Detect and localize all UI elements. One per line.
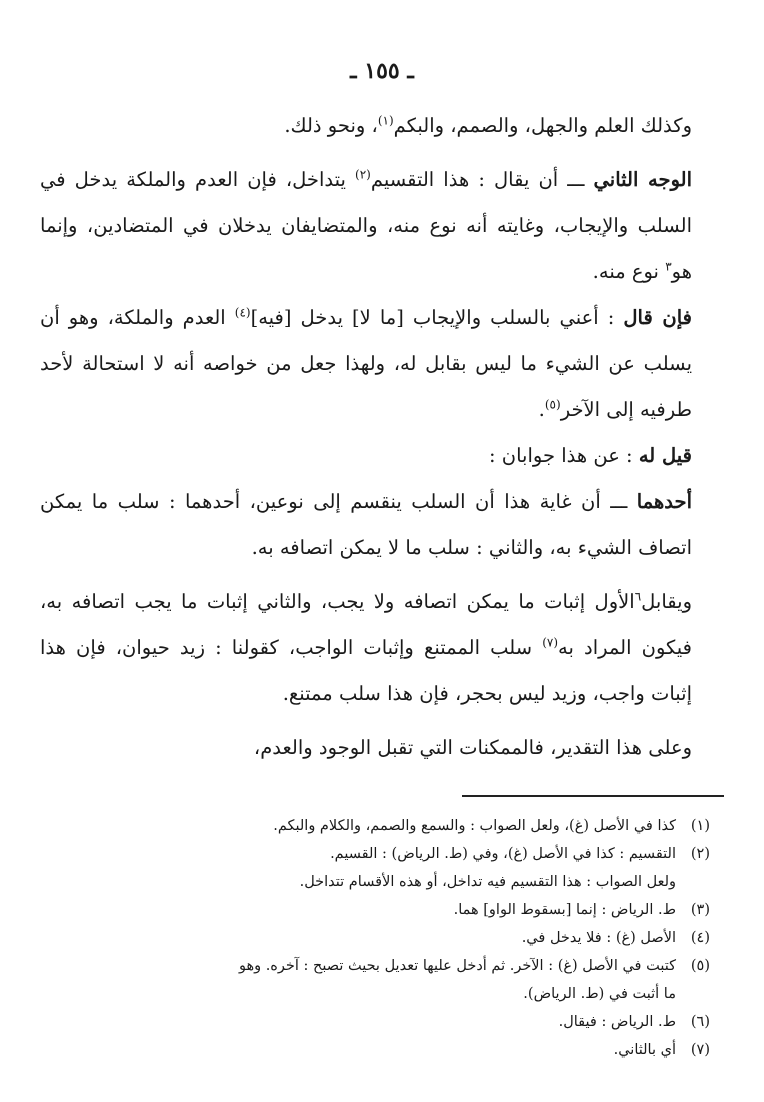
paragraph-lead: فإن قال [623, 306, 693, 329]
footnote-continuation: ما أثبت في (ط. الرياض). [523, 986, 676, 1002]
footnote-number: (٢) [690, 846, 710, 862]
paragraph-lead: الوجه الثاني [593, 168, 692, 191]
footnote-number: (٤) [690, 930, 710, 946]
footnote-ref: ٦ [634, 589, 642, 604]
footnote-text: كتبت في الأصل (غ) : الآخر. ثم أدخل عليها تعديل بحيث تصبح : آخره. وهو [238, 958, 676, 974]
footnote [60, 1036, 710, 1064]
footnote-ref: (٢) [355, 167, 371, 182]
paragraph-lead: قيل له [638, 444, 692, 467]
footnote-number: (٦) [690, 1014, 710, 1030]
paragraph-text: ـــ أن يقال : هذا التقسيم [370, 168, 594, 191]
page-number: ـ ١٥٥ ـ [350, 58, 414, 84]
paragraph-text: الأول إثبات ما يمكن اتصافه ولا يجب، والثاني إثبات ما يجب اتصافه به، فيكون المراد به [40, 590, 692, 659]
footnote-number: (٣) [690, 902, 710, 918]
footnote [60, 812, 710, 840]
footnote-number: (٥) [690, 958, 710, 974]
footnotes [60, 812, 710, 1064]
footnote [60, 924, 710, 952]
footnote [60, 1008, 710, 1036]
paragraph-1 [40, 103, 718, 149]
footnote-number: (١) [690, 818, 710, 834]
footnote-ref: (٤) [234, 305, 251, 320]
paragraph-2 [40, 157, 718, 295]
footnote-text: ط. الرياض : فيقال. [558, 1014, 676, 1030]
paragraph-text: يتداخل، فإن العدم والملكة يدخل في السلب والإيجاب، وغايته أنه نوع منه، والمتضايفان يدخلان في المتضادين، وإنما هو [40, 168, 692, 283]
footnote-ref: (٧) [542, 635, 559, 650]
footnote-text: ط. الرياض : إنما [بسقوط الواو] هما. [453, 902, 676, 918]
paragraph-7 [40, 725, 718, 771]
footnote-continuation: ولعل الصواب : هذا التقسيم فيه تداخل، أو هذه الأقسام تتداخل. [299, 874, 676, 890]
paragraph-text: ويقابل [641, 590, 692, 613]
footnote-number: (٧) [690, 1042, 710, 1058]
paragraph-text: ، ونحو ذلك. [284, 114, 378, 137]
paragraph-text: : عن هذا جوابان : [489, 444, 639, 467]
paragraph-6 [40, 579, 718, 717]
footnote-text: كذا في الأصل (غ)، ولعل الصواب : والسمع والصمم، والكلام والبكم. [273, 818, 676, 834]
paragraph-text: ـــ أن غاية هذا أن السلب ينقسم إلى نوعين، أحدهما : سلب ما يمكن اتصاف الشيء به، والثاني : سلب ما لا يمكن اتصافه به. [40, 490, 692, 559]
paragraph-text: نوع منه. [592, 260, 666, 283]
paragraph-3 [40, 295, 718, 433]
paragraph-text: وعلى هذا التقدير، فالممكنات التي تقبل الوجود والعدم، [253, 736, 692, 759]
paragraph-lead: أحدهما [636, 490, 692, 513]
footnote-text: أي بالثاني. [613, 1042, 676, 1058]
footnote [60, 952, 710, 980]
paragraph-text: . [538, 398, 545, 421]
paragraph-4 [40, 433, 718, 479]
paragraph-5 [40, 479, 718, 571]
footnote-text: الأصل (غ) : فلا يدخل في. [521, 930, 676, 946]
paragraph-text: : أعني بالسلب والإيجاب [ما لا] يدخل [فيه] [250, 306, 624, 329]
footnote-ref: ٣ [665, 259, 672, 274]
footnote [60, 840, 710, 868]
main-text [40, 103, 718, 771]
paragraph-text: وكذلك العلم والجهل، والصمم، والبكم [393, 114, 692, 137]
footnote-ref: (٥) [544, 397, 561, 412]
footnote [60, 896, 710, 924]
footnote-divider [462, 795, 724, 797]
footnote-ref: (١) [377, 113, 394, 128]
paragraph-text: العدم والملكة، وهو أن يسلب عن الشيء ما ليس بقابل له، ولهذا جعل من خواصه أنه لا استحالة لأحد طرفيه إلى الآخر [40, 306, 692, 421]
footnote-text: التقسيم : كذا في الأصل (غ)، وفي (ط. الرياض) : القسيم. [330, 846, 676, 862]
paragraph-text: سلب الممتنع وإثبات الواجب، كقولنا : زيد حيوان، فإن هذا إثبات واجب، وزيد ليس بحجر، فإن هذا سلب ممتنع. [40, 636, 692, 705]
